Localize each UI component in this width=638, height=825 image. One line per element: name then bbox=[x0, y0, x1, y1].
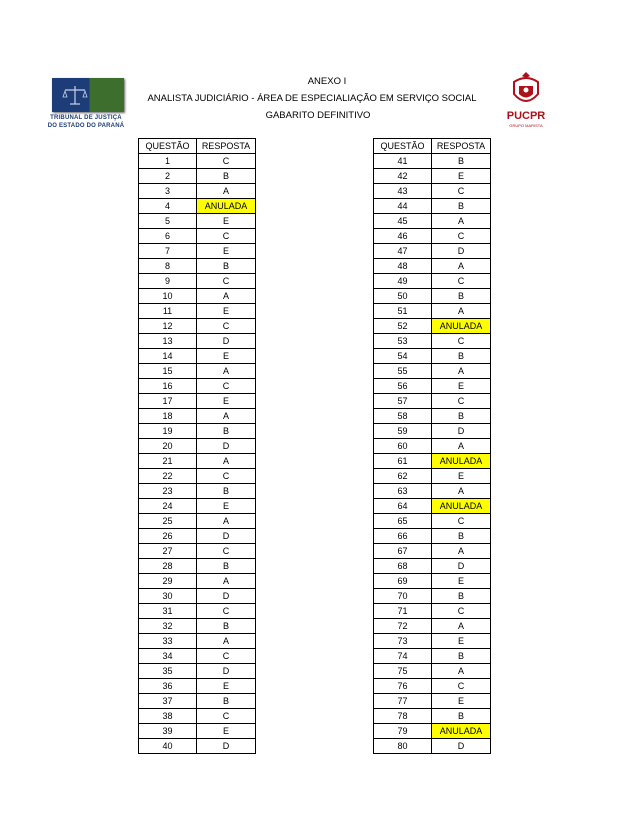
table-row bbox=[139, 394, 256, 409]
question-number: 12 bbox=[139, 319, 197, 334]
answer-letter: C bbox=[197, 604, 256, 619]
question-number: 73 bbox=[374, 634, 432, 649]
table-row bbox=[139, 574, 256, 589]
table-row bbox=[139, 319, 256, 334]
table-row bbox=[139, 439, 256, 454]
answer-letter: C bbox=[432, 274, 491, 289]
table-row bbox=[374, 289, 491, 304]
table-row bbox=[139, 334, 256, 349]
column-header-answer: RESPOSTA bbox=[197, 139, 256, 154]
table-row bbox=[139, 364, 256, 379]
question-number: 69 bbox=[374, 574, 432, 589]
question-number: 44 bbox=[374, 199, 432, 214]
question-number: 75 bbox=[374, 664, 432, 679]
answer-letter: E bbox=[432, 469, 491, 484]
answer-letter: A bbox=[432, 304, 491, 319]
table-row bbox=[139, 679, 256, 694]
question-number: 50 bbox=[374, 289, 432, 304]
answer-letter: D bbox=[432, 739, 491, 754]
table-row bbox=[374, 394, 491, 409]
question-number: 39 bbox=[139, 724, 197, 739]
question-number: 25 bbox=[139, 514, 197, 529]
answer-letter: A bbox=[197, 289, 256, 304]
answer-letter: D bbox=[197, 664, 256, 679]
question-number: 23 bbox=[139, 484, 197, 499]
answer-table-left-body bbox=[139, 154, 256, 754]
question-number: 28 bbox=[139, 559, 197, 574]
question-number: 7 bbox=[139, 244, 197, 259]
question-number: 49 bbox=[374, 274, 432, 289]
question-number: 9 bbox=[139, 274, 197, 289]
answer-letter: C bbox=[432, 679, 491, 694]
table-row bbox=[374, 229, 491, 244]
question-number: 8 bbox=[139, 259, 197, 274]
annulled-answer: ANULADA bbox=[432, 454, 491, 469]
answer-letter: D bbox=[432, 559, 491, 574]
table-row bbox=[139, 169, 256, 184]
question-number: 41 bbox=[374, 154, 432, 169]
answer-letter: D bbox=[432, 424, 491, 439]
answer-letter: B bbox=[197, 694, 256, 709]
table-row bbox=[374, 319, 491, 334]
table-row bbox=[374, 409, 491, 424]
question-number: 58 bbox=[374, 409, 432, 424]
question-number: 61 bbox=[374, 454, 432, 469]
answer-letter: B bbox=[432, 409, 491, 424]
answer-letter: C bbox=[197, 319, 256, 334]
table-row bbox=[374, 454, 491, 469]
answer-letter: A bbox=[197, 454, 256, 469]
table-row bbox=[139, 244, 256, 259]
table-row bbox=[139, 214, 256, 229]
answer-letter: E bbox=[432, 694, 491, 709]
question-number: 71 bbox=[374, 604, 432, 619]
answer-letter: B bbox=[432, 349, 491, 364]
table-row bbox=[139, 289, 256, 304]
answer-letter: D bbox=[197, 589, 256, 604]
table-row bbox=[374, 694, 491, 709]
question-number: 68 bbox=[374, 559, 432, 574]
question-number: 46 bbox=[374, 229, 432, 244]
question-number: 54 bbox=[374, 349, 432, 364]
answer-letter: B bbox=[197, 424, 256, 439]
table-row bbox=[374, 214, 491, 229]
table-row bbox=[374, 649, 491, 664]
question-number: 26 bbox=[139, 529, 197, 544]
answer-letter: C bbox=[432, 184, 491, 199]
answer-letter: E bbox=[197, 214, 256, 229]
table-row bbox=[139, 409, 256, 424]
answer-letter: E bbox=[432, 634, 491, 649]
question-number: 4 bbox=[139, 199, 197, 214]
question-number: 27 bbox=[139, 544, 197, 559]
answer-letter: B bbox=[197, 169, 256, 184]
answer-letter: A bbox=[432, 214, 491, 229]
question-number: 11 bbox=[139, 304, 197, 319]
question-number: 19 bbox=[139, 424, 197, 439]
answer-letter: C bbox=[197, 229, 256, 244]
question-number: 2 bbox=[139, 169, 197, 184]
question-number: 78 bbox=[374, 709, 432, 724]
question-number: 70 bbox=[374, 589, 432, 604]
answer-letter: A bbox=[432, 364, 491, 379]
column-header-question: QUESTÃO bbox=[139, 139, 197, 154]
annulled-answer: ANULADA bbox=[432, 724, 491, 739]
table-row bbox=[139, 694, 256, 709]
table-row bbox=[374, 499, 491, 514]
table-header-row bbox=[374, 139, 491, 154]
table-row bbox=[374, 544, 491, 559]
answer-letter: C bbox=[432, 229, 491, 244]
question-number: 42 bbox=[374, 169, 432, 184]
tribunal-logo-line1: TRIBUNAL DE JUSTIÇA bbox=[50, 115, 122, 121]
table-row bbox=[374, 244, 491, 259]
answer-letter: B bbox=[432, 199, 491, 214]
question-number: 22 bbox=[139, 469, 197, 484]
answer-letter: C bbox=[432, 604, 491, 619]
answer-letter: B bbox=[432, 709, 491, 724]
table-row bbox=[374, 709, 491, 724]
table-row bbox=[374, 169, 491, 184]
table-row bbox=[139, 619, 256, 634]
table-row bbox=[374, 574, 491, 589]
question-number: 17 bbox=[139, 394, 197, 409]
answer-letter: A bbox=[197, 574, 256, 589]
question-number: 29 bbox=[139, 574, 197, 589]
question-number: 36 bbox=[139, 679, 197, 694]
question-number: 65 bbox=[374, 514, 432, 529]
annulled-answer: ANULADA bbox=[432, 319, 491, 334]
answer-letter: B bbox=[197, 559, 256, 574]
question-number: 74 bbox=[374, 649, 432, 664]
table-row bbox=[374, 679, 491, 694]
table-row bbox=[374, 424, 491, 439]
question-number: 57 bbox=[374, 394, 432, 409]
table-row bbox=[374, 619, 491, 634]
annulled-answer: ANULADA bbox=[432, 499, 491, 514]
table-row bbox=[374, 559, 491, 574]
table-row bbox=[374, 349, 491, 364]
table-row bbox=[374, 664, 491, 679]
question-number: 24 bbox=[139, 499, 197, 514]
table-row bbox=[139, 199, 256, 214]
question-number: 32 bbox=[139, 619, 197, 634]
answer-letter: E bbox=[197, 244, 256, 259]
answer-letter: A bbox=[197, 184, 256, 199]
table-row bbox=[374, 199, 491, 214]
table-row bbox=[374, 154, 491, 169]
question-number: 14 bbox=[139, 349, 197, 364]
column-header-question: QUESTÃO bbox=[374, 139, 432, 154]
answer-letter: B bbox=[432, 289, 491, 304]
table-row bbox=[374, 589, 491, 604]
question-number: 37 bbox=[139, 694, 197, 709]
table-row bbox=[374, 514, 491, 529]
answer-letter: C bbox=[197, 649, 256, 664]
answer-letter: B bbox=[197, 619, 256, 634]
table-row bbox=[139, 499, 256, 514]
table-row bbox=[139, 379, 256, 394]
table-row bbox=[139, 709, 256, 724]
table-row bbox=[374, 379, 491, 394]
table-row bbox=[374, 604, 491, 619]
question-number: 47 bbox=[374, 244, 432, 259]
question-number: 77 bbox=[374, 694, 432, 709]
question-number: 40 bbox=[139, 739, 197, 754]
answer-letter: B bbox=[432, 529, 491, 544]
table-row bbox=[374, 364, 491, 379]
annex-title: ANEXO I bbox=[307, 76, 347, 87]
question-number: 43 bbox=[374, 184, 432, 199]
question-number: 31 bbox=[139, 604, 197, 619]
answer-letter: D bbox=[197, 529, 256, 544]
table-row bbox=[139, 184, 256, 199]
question-number: 79 bbox=[374, 724, 432, 739]
exam-title: ANALISTA JUDICIÁRIO - ÁREA DE ESPECIALIAÇÃO EM SERVIÇO SOCIAL bbox=[147, 93, 477, 104]
answer-letter: E bbox=[197, 394, 256, 409]
table-row bbox=[139, 739, 256, 754]
pucpr-logo-tagline: GRUPO MARISTA bbox=[509, 123, 543, 128]
table-header-row bbox=[139, 139, 256, 154]
answer-letter: A bbox=[432, 259, 491, 274]
table-row bbox=[374, 184, 491, 199]
question-number: 1 bbox=[139, 154, 197, 169]
answer-letter: A bbox=[432, 664, 491, 679]
answer-letter: B bbox=[432, 649, 491, 664]
table-row bbox=[374, 334, 491, 349]
column-header-answer: RESPOSTA bbox=[432, 139, 491, 154]
table-row bbox=[139, 274, 256, 289]
table-row bbox=[139, 604, 256, 619]
answer-letter: E bbox=[197, 499, 256, 514]
answer-letter: D bbox=[197, 334, 256, 349]
question-number: 76 bbox=[374, 679, 432, 694]
table-row bbox=[139, 634, 256, 649]
answer-letter: B bbox=[197, 484, 256, 499]
answer-letter: C bbox=[432, 394, 491, 409]
answer-letter: A bbox=[197, 634, 256, 649]
question-number: 53 bbox=[374, 334, 432, 349]
question-number: 21 bbox=[139, 454, 197, 469]
question-number: 48 bbox=[374, 259, 432, 274]
table-row bbox=[374, 469, 491, 484]
question-number: 72 bbox=[374, 619, 432, 634]
question-number: 38 bbox=[139, 709, 197, 724]
question-number: 59 bbox=[374, 424, 432, 439]
table-row bbox=[139, 424, 256, 439]
answer-letter: B bbox=[432, 154, 491, 169]
table-row bbox=[374, 634, 491, 649]
question-number: 34 bbox=[139, 649, 197, 664]
table-row bbox=[139, 154, 256, 169]
answer-letter: E bbox=[432, 169, 491, 184]
answer-letter: C bbox=[197, 544, 256, 559]
table-row bbox=[374, 484, 491, 499]
question-number: 10 bbox=[139, 289, 197, 304]
answer-letter: A bbox=[432, 619, 491, 634]
answer-letter: A bbox=[197, 514, 256, 529]
answer-letter: A bbox=[432, 484, 491, 499]
answer-letter: C bbox=[197, 469, 256, 484]
table-row bbox=[139, 484, 256, 499]
question-number: 51 bbox=[374, 304, 432, 319]
pucpr-logo-name: PUCPR bbox=[506, 110, 546, 122]
answer-key-title: GABARITO DEFINITIVO bbox=[265, 110, 371, 121]
table-row bbox=[139, 454, 256, 469]
answer-letter: C bbox=[432, 514, 491, 529]
answer-table-right-body bbox=[374, 154, 491, 754]
question-number: 6 bbox=[139, 229, 197, 244]
question-number: 56 bbox=[374, 379, 432, 394]
question-number: 80 bbox=[374, 739, 432, 754]
table-row bbox=[139, 529, 256, 544]
table-row bbox=[374, 259, 491, 274]
table-row bbox=[374, 274, 491, 289]
answer-letter: E bbox=[197, 724, 256, 739]
answer-letter: D bbox=[197, 439, 256, 454]
question-number: 18 bbox=[139, 409, 197, 424]
answer-letter: A bbox=[432, 439, 491, 454]
answer-letter: C bbox=[197, 709, 256, 724]
table-row bbox=[139, 544, 256, 559]
table-row bbox=[139, 514, 256, 529]
question-number: 66 bbox=[374, 529, 432, 544]
answer-letter: E bbox=[432, 574, 491, 589]
question-number: 5 bbox=[139, 214, 197, 229]
table-row bbox=[139, 259, 256, 274]
answer-letter: A bbox=[432, 544, 491, 559]
answer-letter: A bbox=[197, 364, 256, 379]
question-number: 20 bbox=[139, 439, 197, 454]
table-row bbox=[374, 529, 491, 544]
question-number: 30 bbox=[139, 589, 197, 604]
answer-letter: B bbox=[197, 259, 256, 274]
question-number: 67 bbox=[374, 544, 432, 559]
table-row bbox=[139, 724, 256, 739]
answer-letter: E bbox=[432, 379, 491, 394]
answer-letter: E bbox=[197, 679, 256, 694]
question-number: 35 bbox=[139, 664, 197, 679]
question-number: 64 bbox=[374, 499, 432, 514]
answer-letter: C bbox=[197, 379, 256, 394]
table-row bbox=[374, 439, 491, 454]
table-row bbox=[139, 349, 256, 364]
answer-letter: C bbox=[197, 274, 256, 289]
answer-letter: C bbox=[432, 334, 491, 349]
answer-letter: D bbox=[432, 244, 491, 259]
answer-letter: E bbox=[197, 349, 256, 364]
question-number: 60 bbox=[374, 439, 432, 454]
answer-letter: E bbox=[197, 304, 256, 319]
question-number: 16 bbox=[139, 379, 197, 394]
table-row bbox=[139, 589, 256, 604]
tribunal-logo-line2: DO ESTADO DO PARANÁ bbox=[47, 123, 125, 129]
question-number: 13 bbox=[139, 334, 197, 349]
answer-table-left bbox=[138, 138, 256, 754]
table-row bbox=[139, 229, 256, 244]
answer-letter: D bbox=[197, 739, 256, 754]
table-row bbox=[139, 559, 256, 574]
answer-letter: A bbox=[197, 409, 256, 424]
answer-letter: C bbox=[197, 154, 256, 169]
question-number: 33 bbox=[139, 634, 197, 649]
table-row bbox=[374, 304, 491, 319]
table-row bbox=[139, 649, 256, 664]
table-row bbox=[139, 469, 256, 484]
question-number: 3 bbox=[139, 184, 197, 199]
question-number: 45 bbox=[374, 214, 432, 229]
answer-letter: B bbox=[432, 589, 491, 604]
question-number: 62 bbox=[374, 469, 432, 484]
table-row bbox=[374, 739, 491, 754]
question-number: 15 bbox=[139, 364, 197, 379]
table-row bbox=[139, 664, 256, 679]
question-number: 55 bbox=[374, 364, 432, 379]
table-row bbox=[139, 304, 256, 319]
annulled-answer: ANULADA bbox=[197, 199, 256, 214]
answer-table-right bbox=[373, 138, 491, 754]
question-number: 63 bbox=[374, 484, 432, 499]
question-number: 52 bbox=[374, 319, 432, 334]
table-row bbox=[374, 724, 491, 739]
